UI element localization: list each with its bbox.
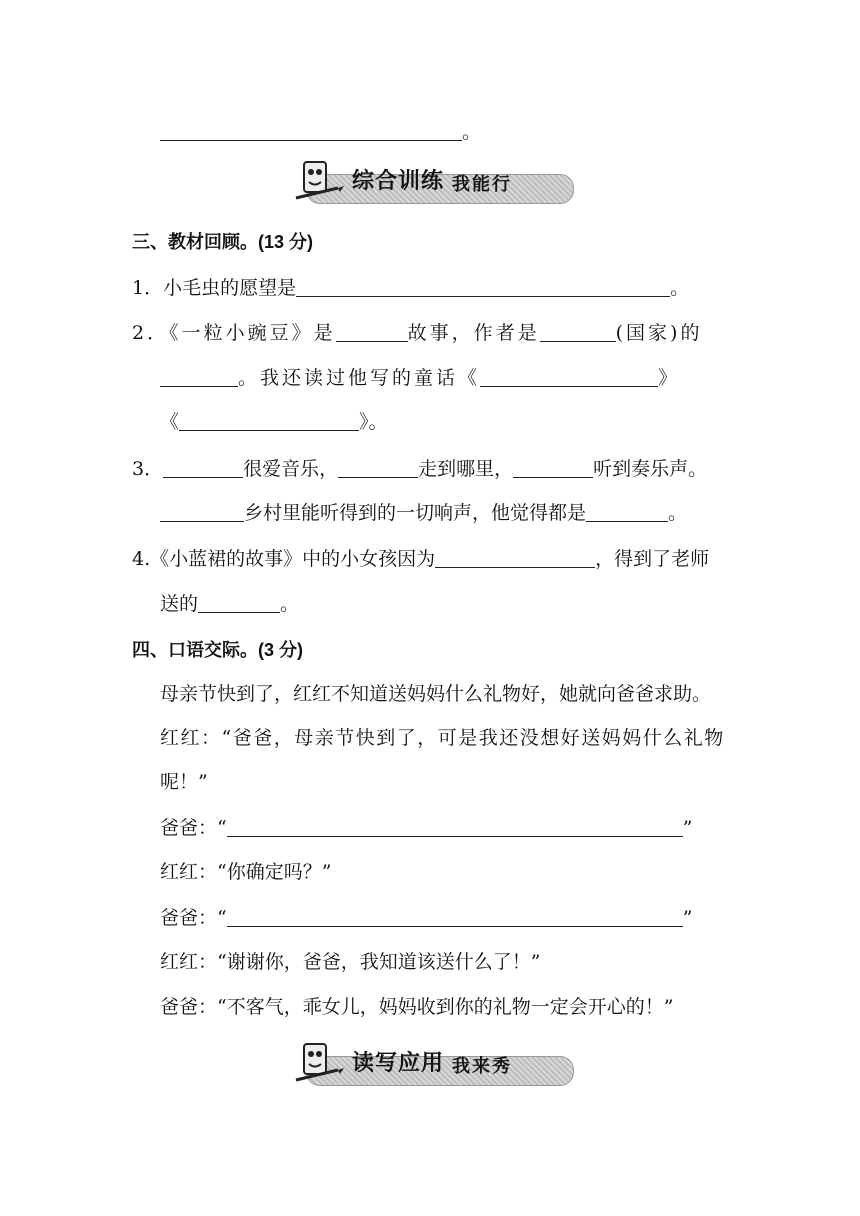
answer-line-continued	[160, 118, 481, 146]
question-number: 4.	[132, 548, 151, 570]
question-4-line-1	[132, 545, 709, 573]
close-quote: ”	[682, 817, 693, 839]
dialogue-line-dad-2	[160, 904, 692, 932]
answer-blank[interactable]	[586, 501, 668, 522]
period: 。	[280, 593, 300, 615]
banner-title: 综合训练	[352, 169, 445, 194]
answer-blank[interactable]	[336, 321, 408, 342]
dialogue-line-dad-1	[160, 814, 692, 842]
section-3-title: 三、教材回顾。(13 分)	[132, 232, 314, 252]
period: 。	[462, 121, 482, 143]
banner-subtitle: 我能行	[452, 174, 512, 195]
speaker-label: 爸爸：“	[160, 907, 227, 929]
answer-blank[interactable]	[540, 321, 616, 342]
question-text: 》。	[359, 411, 388, 433]
question-text: 很爱音乐，	[243, 458, 339, 480]
answer-blank[interactable]	[435, 547, 595, 568]
question-2-line-3	[160, 408, 388, 436]
pencil-mascot-icon	[286, 158, 346, 204]
question-text: 》	[658, 367, 681, 389]
section-banner-reading-writing	[286, 1040, 576, 1086]
answer-blank[interactable]	[163, 457, 243, 478]
answer-blank[interactable]	[160, 366, 238, 387]
dialogue-line-hong-2: 红红：“你确定吗？”	[160, 861, 332, 883]
answer-blank[interactable]	[513, 457, 593, 478]
answer-blank[interactable]	[227, 906, 683, 927]
question-text: 《	[160, 411, 180, 433]
question-3-line-2	[160, 499, 687, 527]
answer-blank[interactable]	[480, 366, 658, 387]
banner-subtitle: 我来秀	[452, 1056, 512, 1077]
question-text: 小毛虫的愿望是	[163, 277, 297, 299]
answer-blank[interactable]	[160, 120, 462, 141]
answer-blank[interactable]	[296, 276, 670, 297]
answer-blank[interactable]	[198, 592, 280, 613]
period: 。	[668, 502, 688, 524]
question-text: 。我还读过他写的童话《	[238, 367, 481, 389]
question-text: 听到奏乐声。	[593, 458, 708, 480]
speaker-label: 爸爸：“	[160, 817, 227, 839]
section-banner-comprehensive	[286, 158, 576, 204]
pencil-mascot-icon	[286, 1040, 346, 1086]
close-quote: ”	[682, 907, 693, 929]
dialogue-intro: 母亲节快到了，红红不知道送妈妈什么礼物好，她就向爸爸求助。	[160, 683, 712, 705]
answer-blank[interactable]	[160, 501, 244, 522]
question-1	[132, 274, 689, 302]
question-number: 2．	[132, 322, 170, 344]
question-text: 故事，作者是	[407, 322, 540, 344]
question-text: 走到哪里，	[418, 458, 514, 480]
section-4-title: 四、口语交际。(3 分)	[132, 640, 303, 660]
dialogue-line-hong-3: 红红：“谢谢你，爸爸，我知道该送什么了！”	[160, 951, 541, 973]
period: 。	[670, 277, 690, 299]
dialogue-line-hong-1b: 呢！”	[160, 771, 208, 793]
question-text: ，得到了老师	[595, 548, 710, 570]
answer-blank[interactable]	[179, 410, 359, 431]
question-text: 《一粒小豌豆》是	[169, 322, 336, 344]
answer-blank[interactable]	[338, 457, 418, 478]
question-2-line-2	[160, 364, 680, 392]
banner-title: 读写应用	[352, 1051, 445, 1076]
question-text: 乡村里能听得到的一切响声，他觉得都是	[244, 502, 587, 524]
dialogue-line-hong-1a: 红红：“爸爸，母亲节快到了，可是我还没想好送妈妈什么礼物	[160, 727, 725, 749]
question-4-line-2	[160, 590, 299, 618]
dialogue-line-dad-3: 爸爸：“不客气，乖女儿，妈妈收到你的礼物一定会开心的！”	[160, 996, 674, 1018]
question-3-line-1	[132, 455, 707, 483]
question-text: (国家)的	[615, 322, 703, 344]
question-text: 送的	[160, 593, 199, 615]
answer-blank[interactable]	[227, 816, 683, 837]
question-text: 《小蓝裙的故事》中的小女孩因为	[150, 548, 436, 570]
question-number: 3．	[132, 458, 164, 480]
question-2-line-1	[132, 319, 702, 347]
question-number: 1．	[132, 277, 164, 299]
